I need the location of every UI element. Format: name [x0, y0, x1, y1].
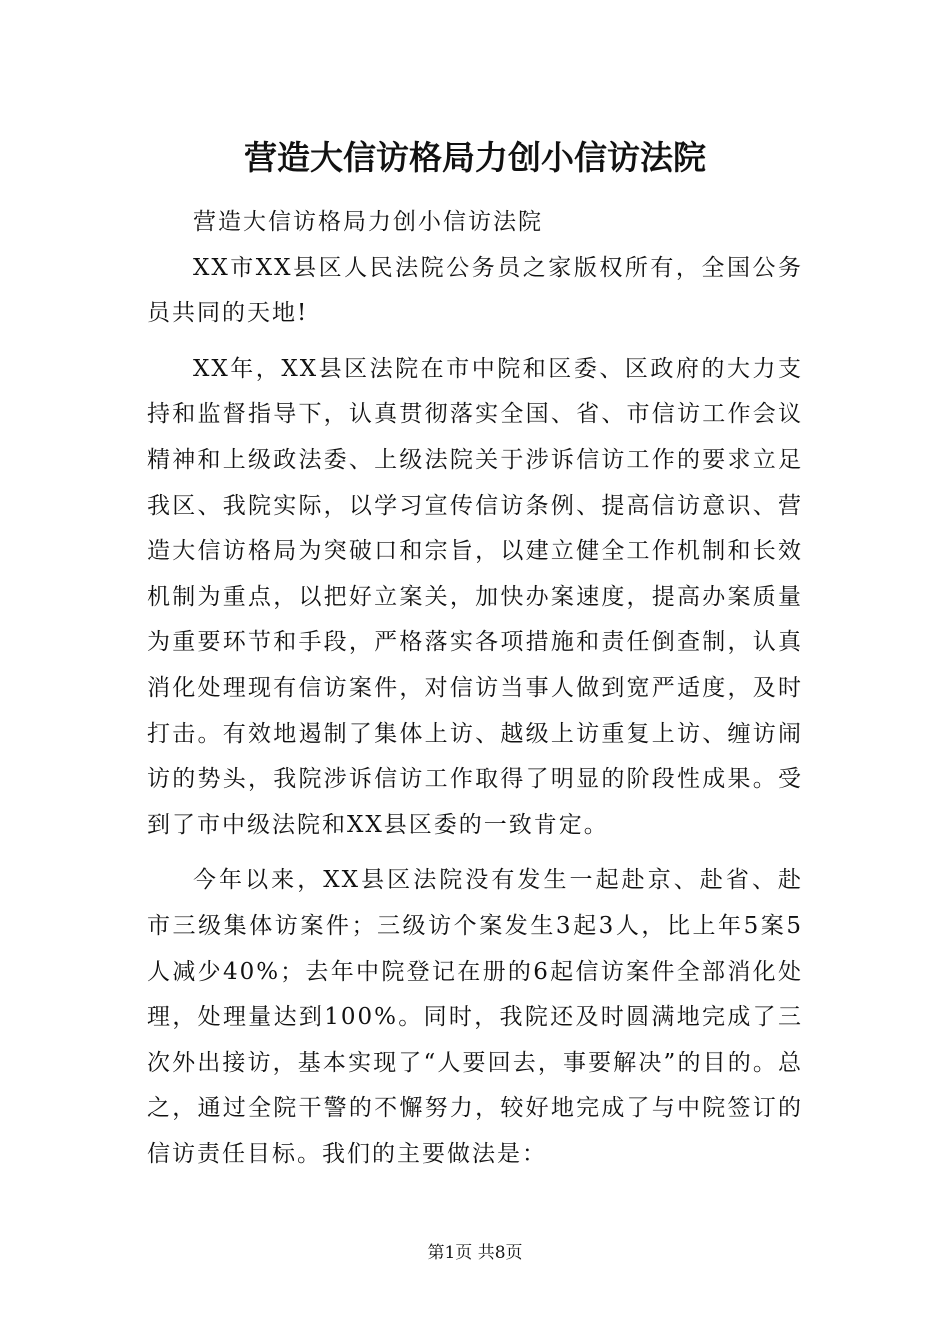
page-number-footer: 第1页 共8页 [427, 1243, 523, 1263]
subtitle-paragraph: 营造大信访格局力创小信访法院 [193, 209, 543, 235]
document-body [147, 200, 803, 1177]
results-paragraph: 今年以来，XX县区法院没有发生一起赴京、赴省、赴市三级集体访案件；三级访个案发生3起3人，比上年5案5人减少40%；去年中院登记在册的6起信访案件全部消化处理，处理量达到100%。同时，我院还及时圆满地完成了三次外出接访，基本实现了“人要回去，事要解决”的目的。总之，通过全院干警的不懈努力，较好地完成了与中院签订的信访责任目标。我们的主要做法是： [147, 867, 803, 1167]
document-title: 营造大信访格局力创小信访法院 [244, 138, 706, 177]
intro-paragraph: XX年，XX县区法院在市中院和区委、区政府的大力支持和监督指导下，认真贯彻落实全国、省、市信访工作会议精神和上级政法委、上级法院关于涉诉信访工作的要求立足我区、我院实际，以学习宣传信访条例、提高信访意识、营造大信访格局为突破口和宗旨，以建立健全工作机制和长效机制为重点，以把好立案关，加快办案速度，提高办案质量为重要环节和手段，严格落实各项措施和责任倒查制，认真消化处理现有信访案件，对信访当事人做到宽严适度，及时打击。有效地遏制了集体上访、越级上访重复上访、缠访闹访的势头，我院涉诉信访工作取得了明显的阶段性成果。受到了市中级法院和XX县区委的一致肯定。 [147, 355, 803, 838]
copyright-paragraph: XX市XX县区人民法院公务员之家版权所有，全国公务员共同的天地! [147, 254, 803, 327]
